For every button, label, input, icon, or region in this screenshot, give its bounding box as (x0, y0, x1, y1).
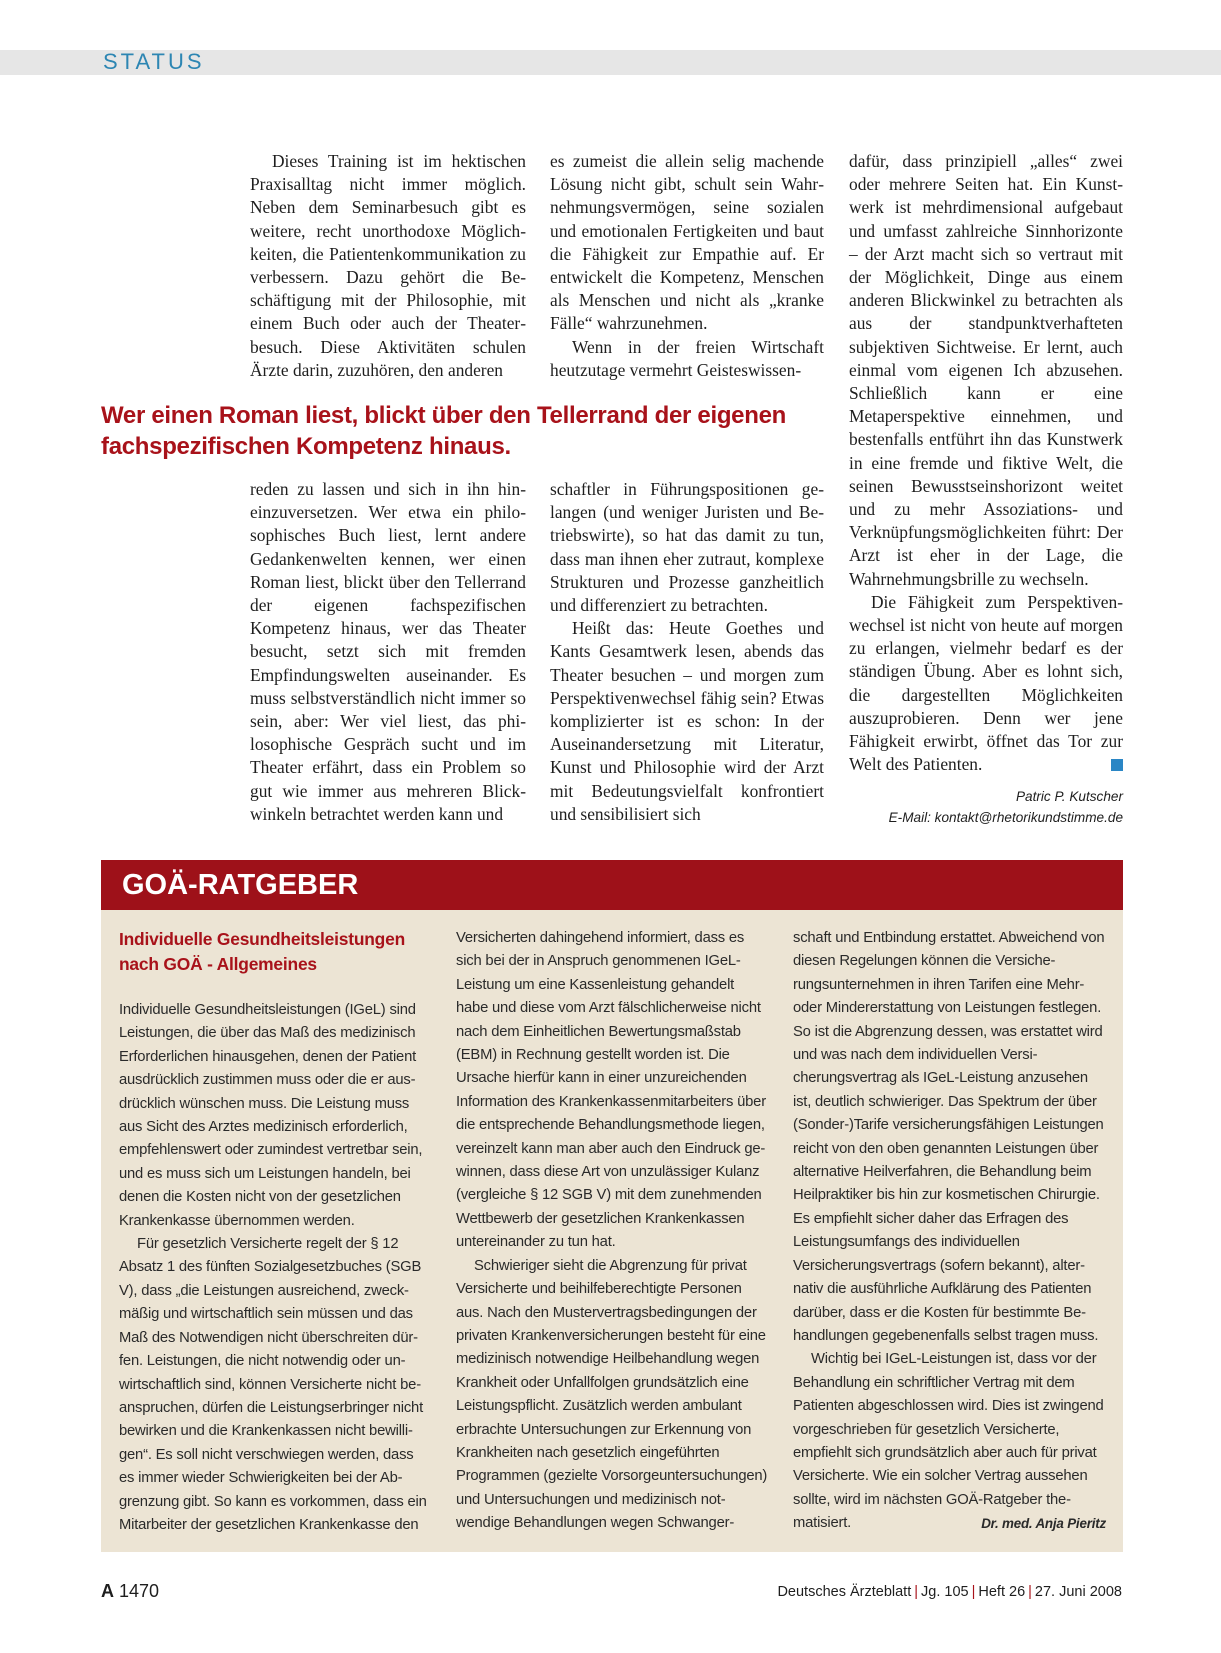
journal-name: Deutsches Ärzteblatt (777, 1584, 912, 1600)
pull-quote: Wer einen Roman liest, blickt über den Tellerrand der eigenen fachspezifischen Kompetenz hinaus. (101, 402, 786, 460)
goae-subtitle-line-1: Individuelle Gesundheitsleistungen (119, 929, 405, 949)
paragraph: schaft und Entbindung erstattet. Abweichend von diesen Regelungen können die Versicherungsunternehmen in ihren Tarifen eine Mehr- oder Mindererstattung von Leistungen festlegen. So ist die Abgrenzung dessen, was erstattet wird und was nach dem individuellen Versicherungsvertrag als IGeL-Leistung anzusehen ist, deutlich schwieriger. Das Spektrum der über (Sonder-)Tarife versicherungsfähigen Leistungen reicht von den oben genannten Leistungen über alternative Heilverfahren, die Behandlung beim Heilpraktiker bis hin zur kosmetischen Chirurgie. Es empfiehlt sicher daher das Erfragen des Leistungsumfangs des individuellen Versicherungsvertrags (sofern bekannt), alternativ die ausführliche Aufklärung des Patienten darüber, dass er die Kosten für bestimmte Behandlungen gegebenenfalls selbst tragen muss. (793, 930, 1105, 1344)
goae-subtitle-line-2: nach GOÄ - Allgemeines (119, 954, 317, 974)
paragraph (793, 1348, 1106, 1535)
article-column-2-top (550, 150, 824, 382)
paragraph: reden zu lassen und sich in ihn hineinzuversetzen. Wer etwa ein philosophisches Buch liest, lernt andere Gedankenwelten kennen, wer einen Roman liest, blickt über den Tellerrand der eigenen fachspezifischen Kompetenz hinaus, wer das Theater besucht, setzt sich mit fremden Empfindungswelten auseinander. Es muss selbstverständlich nicht immer so sein, aber: Wer viel liest, das philosophische Gespräch sucht und im Theater erfährt, dass ein Problem so gut wie immer aus mehreren Blickwinkeln betrachtet werden kann und (250, 479, 526, 824)
goae-column-1 (119, 927, 432, 1537)
page-letter: A (101, 1581, 114, 1601)
page-number (101, 1581, 159, 1602)
paragraph: Wenn in der freien Wirtschaft heutzutage vermehrt Geisteswissen- (550, 336, 824, 380)
author-email: E-Mail: kontakt@rhetorikundstimme.de (888, 810, 1123, 825)
goae-signature: Dr. med. Anja Pieritz (981, 1516, 1106, 1532)
paragraph: Versicherten dahingehend informiert, dass es sich bei der in Anspruch genommenen IGeL-Leistung um eine Kassenleistung gehandelt habe und diese vom Arzt fälschlicherweise nicht nach dem Einheitlichen Bewertungsmaßstab (EBM) in Rechnung gestellt worden ist. Die Ursache hierfür kann in einer unzureichenden Information des Krankenkassenmitarbeiters über die entsprechende Behandlungsmethode liegen, vereinzelt kann man aber auch den Eindruck gewinnen, dass diese Art von unzulässiger Kulanz (vergleiche § 12 SGB V) mit dem zunehmenden Wettbewerb der gesetzlichen Krankenkassen untereinander zu tun hat. (456, 930, 766, 1251)
paragraph: schaftler in Führungspositionen gelangen (und weniger Juristen und Betriebswirte), so hat das damit zu tun, dass man ihnen eher zutraut, komplexe Strukturen und Prozesse ganzheitlich und differenziert zu betrachten. (550, 479, 824, 616)
author-name: Patric P. Kutscher (1015, 789, 1123, 804)
goae-column-3 (793, 927, 1106, 1536)
date: 27. Juni 2008 (1034, 1584, 1122, 1600)
paragraph: Für gesetzlich Versicherte regelt der § 12 Absatz 1 des fünften Sozialgesetzbuches (SGB V), dass „die Leistungen ausreichend, zweckmäßig und wirtschaftlich sein müssen und das Maß des Notwendigen nicht überschreiten dürfen. Leistungen, die nicht notwendig oder unwirtschaftlich sind, können Versicherte nicht beanspruchen, dürfen die Leistungserbringer nicht bewirken und die Krankenkassen nicht bewilligen“. Es soll nicht verschwiegen werden, dass es immer wieder Schwierigkeiten bei der Abgrenzung gibt. So kann es vorkommen, dass ein Mitarbeiter der gesetzlichen Krankenkasse den (119, 1236, 427, 1533)
issue: Heft 26 (978, 1584, 1026, 1600)
article-column-1-bottom (250, 478, 526, 826)
article-column-1-top (250, 150, 526, 382)
goae-title: GOÄ-RATGEBER (122, 869, 359, 901)
paragraph: Heißt das: Heute Goethes und Kants Gesamtwerk lesen, abends das Theater besuchen – und morgen zum Perspektivenwechsel fähig sein? Etwas komplizierter ist es schon: In der Auseinandersetzung mit Literatur, Kunst und Philosophie wird der Arzt mit Bedeutungsvielfalt konfrontiert und sensibilisiert sich (550, 618, 824, 824)
page-number-value: 1470 (119, 1581, 160, 1601)
author-block (848, 786, 1123, 828)
volume: Jg. 105 (921, 1584, 969, 1600)
separator: | (914, 1584, 919, 1600)
journal-footer (777, 1584, 1122, 1600)
goae-column-2 (456, 927, 769, 1536)
paragraph: es zumeist die allein selig machende Lösung nicht gibt, schult sein Wahrnehmungsvermögen, seine sozialen und emotionalen Fertigkeiten und baut die Fähigkeit zur Empathie auf. Er entwickelt die Kompetenz, Menschen als Menschen und nicht als „kranke Fälle“ wahrzunehmen. (550, 151, 824, 334)
paragraph: Schwieriger sieht die Abgrenzung für privat Versicherte und beihilfeberechtigte Personen aus. Nach den Mustervertragsbedingungen der privaten Krankenversicherungen besteht für eine medizinisch notwendige Heilbehandlung wegen Krankheit oder Unfallfolgen grundsätzlich eine Leistungspflicht. Zusätzlich werden ambulant erbrachte Untersuchungen zur Erkennung von Krankheiten nach gesetzlich eingeführten Programmen (gezielte Vorsorgeuntersuchungen) und Untersuchungen und medizinisch notwendige Behandlungen wegen Schwanger- (456, 1257, 768, 1532)
paragraph: dafür, dass prinzipiell „alles“ zwei oder mehrere Seiten hat. Ein Kunstwerk ist mehrdimensional aufgebaut und umfasst zahlreiche Sinnhorizonte – der Arzt macht sich so vertraut mit der Möglichkeit, Dinge aus einem anderen Blickwinkel zu betrachten als aus der standpunktverhafteten subjektiven Sichtweise. Er lernt, auch einmal vom eigenen Ich abzusehen. Schließlich kann er eine Metaperspektive einnehmen, und bestenfalls entführt ihn das Kunstwerk in eine fremde und fiktive Welt, die seinen Bewusstseinshorizont weitet und zu mehr Assoziations- und Verknüpfungsmöglichkeiten führt: Der Arzt ist eher in der Lage, die Wahrnehmungsbrille zu wechseln. (849, 151, 1123, 589)
article-column-3 (849, 150, 1123, 776)
end-of-article-mark-icon (1111, 759, 1123, 771)
separator: | (971, 1584, 976, 1600)
paragraph-text: Wichtig bei IGeL-Leistungen ist, dass vor der Behandlung ein schriftlicher Vertrag mit dem Patienten abgeschlossen wird. Dies ist zwingend vorgeschrieben für gesetzlich Versicherte, empfiehlt sich grundsätzlich aber auch für privat Versicherte. Wie ein solcher Vertrag aussehen sollte, wird im nächsten GOÄ-Ratgeber thematisiert. (793, 1351, 1104, 1532)
paragraph (849, 591, 1123, 777)
paragraph: Individuelle Gesundheitsleistungen (IGeL) sind Leistungen, die über das Maß des medizinisch Erforderlichen hinausgehen, denen der Patient ausdrücklich zustimmen muss oder die er ausdrücklich wünschen muss. Die Leistung muss aus Sicht des Arztes medizinisch erforderlich, empfehlenswert oder zumindest vertretbar sein, und es muss sich um Leistungen handeln, bei denen die Kosten nicht von der gesetzlichen Krankenkasse übernommen werden. (119, 1002, 423, 1229)
article-column-2-bottom (550, 478, 824, 826)
paragraph: Dieses Training ist im hektischen Praxisalltag nicht immer möglich. Neben dem Seminarbesuch gibt es weitere, recht unorthodoxe Möglichkeiten, die Patientenkommunikation zu verbessern. Dazu gehört die Beschäftigung mit der Philosophie, mit einem Buch oder auch der Theaterbesuch. Diese Aktivitäten schulen Ärzte darin, zuzuhören, den anderen (250, 151, 526, 380)
separator: | (1028, 1584, 1032, 1600)
section-label: STATUS (103, 49, 205, 74)
goae-subtitle (119, 927, 432, 977)
paragraph-text: Die Fähigkeit zum Perspektivenwechsel ist nicht von heute auf morgen zu erlangen, vielmehr bedarf es der ständigen Übung. Aber es lohnt sich, die dargestellten Möglichkeiten auszuprobieren. Denn wer jene Fähigkeit erwirbt, öffnet das Tor zur Welt des Patienten. (849, 591, 1123, 775)
